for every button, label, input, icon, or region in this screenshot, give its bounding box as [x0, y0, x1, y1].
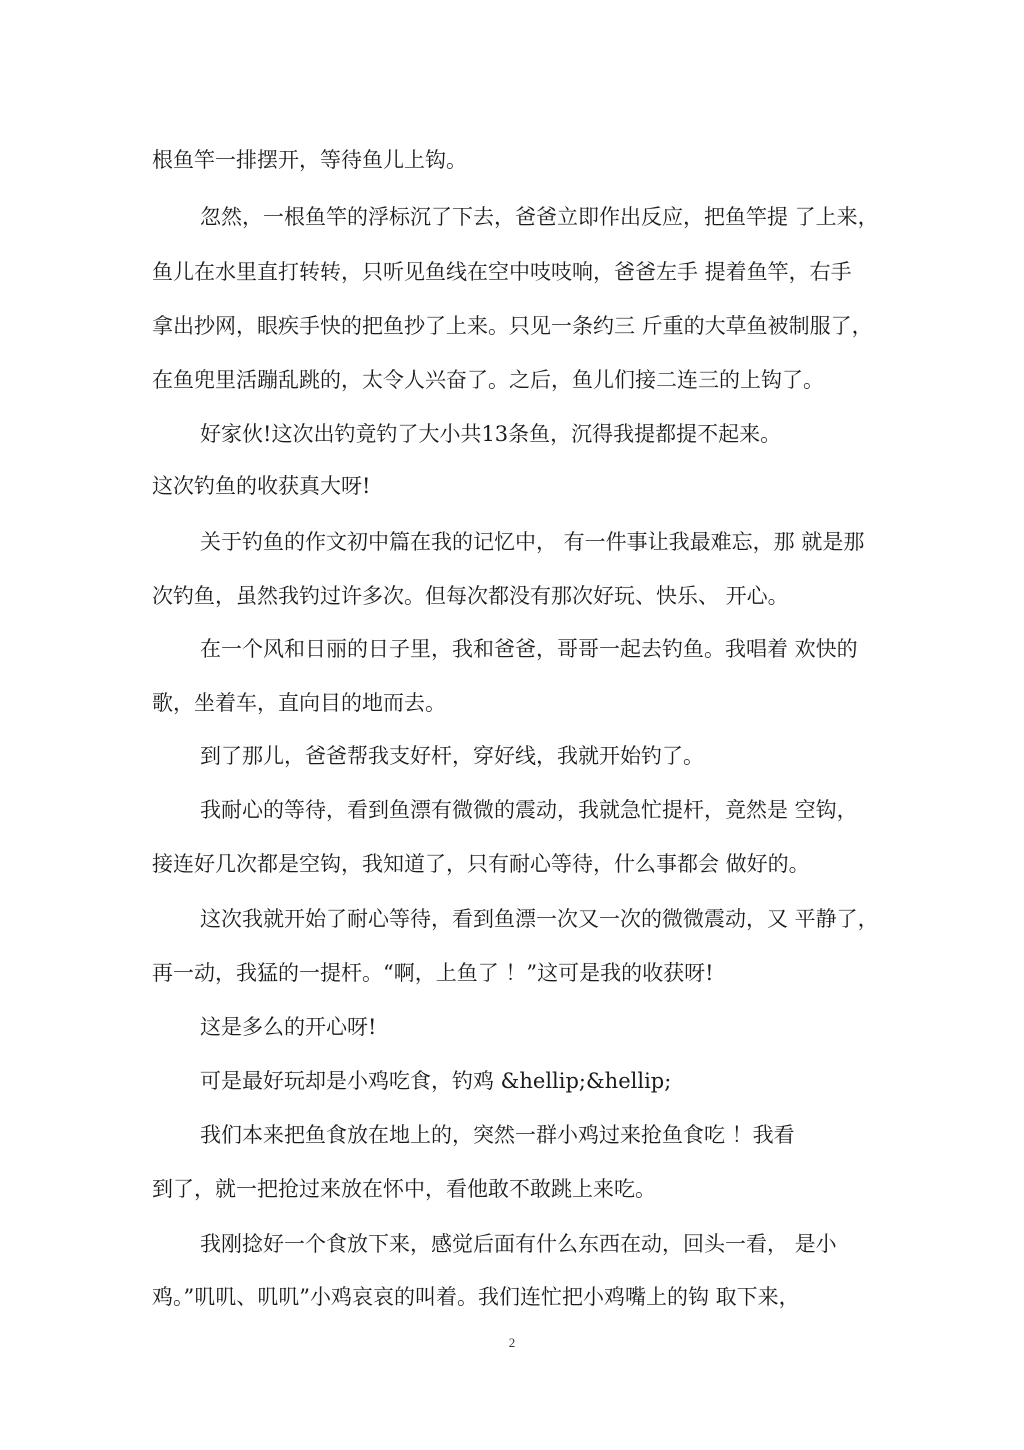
text-line: 我耐心的等待，看到鱼漂有微微的震动，我就急忙提杆，竟然是 空钩， — [200, 798, 858, 822]
text-line: 我们本来把鱼食放在地上的，突然一群小鸡过来抢鱼食吃 ！我看 — [200, 1123, 795, 1147]
text-line: 次钓鱼，虽然我钓过许多次。但每次都没有那次好玩、快乐、 开心。 — [152, 584, 789, 608]
text-line: 接连好几次都是空钩，我知道了，只有耐心等待，什么事都会 做好的。 — [152, 852, 810, 876]
text-line: 到了那儿，爸爸帮我支好杆，穿好线，我就开始钓了。 — [200, 744, 704, 768]
text-line: 鱼儿在水里直打转转，只听见鱼线在空中吱吱响，爸爸左手 提着鱼竿，右手 — [152, 260, 852, 284]
text-line: 在鱼兜里活蹦乱跳的，太令人兴奋了。之后，鱼儿们接二连三的上钩了。 — [152, 368, 824, 392]
text-line: 这次我就开始了耐心等待，看到鱼漂一次又一次的微微震动，又 平静了， — [200, 907, 879, 931]
text-line: 我刚捻好一个食放下来，感觉后面有什么东西在动，回头一看， 是小 — [200, 1232, 837, 1256]
text-line: 可是最好玩却是小鸡吃食，钓鸡 &hellip;&hellip; — [200, 1069, 672, 1093]
page-number: 2 — [508, 1335, 516, 1350]
text-line: 根鱼竿一排摆开，等待鱼儿上钩。 — [152, 148, 467, 172]
text-line: 到了，就一把抢过来放在怀中，看他敢不敢跳上来吃。 — [152, 1177, 656, 1201]
text-line: 歌，坐着车，直向目的地而去。 — [152, 691, 446, 715]
text-line: 鸡。”叽叽、叽叽”小鸡哀哀的叫着。我们连忙把小鸡嘴上的钩 取下来， — [152, 1285, 800, 1309]
text-line: 再一动，我猛的一提杆。“啊，上鱼了 ！”这可是我的收获呀! — [152, 961, 714, 985]
text-line: 拿出抄网，眼疾手快的把鱼抄了上来。只见一条约三 斤重的大草鱼被制服了， — [152, 314, 873, 338]
text-line: 好家伙!这次出钓竟钓了大小共13条鱼，沉得我提都提不起来。 — [200, 422, 782, 446]
text-line: 忽然，一根鱼竿的浮标沉了下去，爸爸立即作出反应，把鱼竿提 了上来， — [200, 205, 879, 229]
text-line: 这是多么的开心呀! — [200, 1015, 377, 1039]
text-line: 这次钓鱼的收获真大呀! — [152, 474, 371, 498]
text-line: 关于钓鱼的作文初中篇在我的记忆中， 有一件事让我最难忘，那 就是那 — [200, 530, 865, 554]
text-line: 在一个风和日丽的日子里，我和爸爸，哥哥一起去钓鱼。我唱着 欢快的 — [200, 637, 858, 661]
